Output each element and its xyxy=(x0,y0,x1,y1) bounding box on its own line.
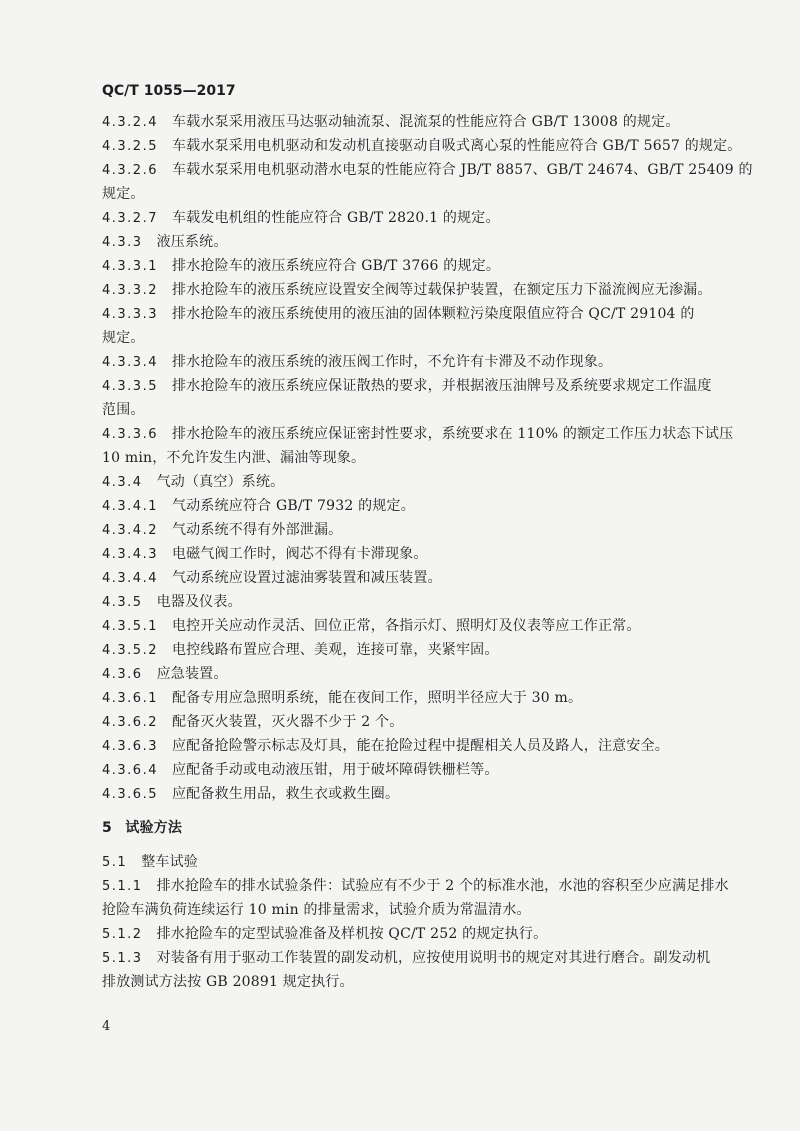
clause-text: 排水抢险车的液压系统应保证密封性要求，系统要求在 110% 的额定工作压力状态下试压 xyxy=(171,426,734,442)
clause-text: 抢险车满负荷连续运行 10 min 的排量需求，试验介质为常温清水。 xyxy=(102,902,531,918)
clause-line xyxy=(102,350,742,374)
clause-line xyxy=(102,590,742,614)
clause-number: 4.3.5.1 xyxy=(102,619,158,634)
clause-number: 4.3.3.4 xyxy=(102,355,158,370)
clause-line xyxy=(102,134,742,158)
section-number: 5 xyxy=(102,820,114,836)
document-code-header: QC/T 1055—2017 xyxy=(102,83,236,99)
clause-line xyxy=(102,782,742,806)
clause-text: 配备灭火装置，灭火器不少于 2 个。 xyxy=(171,714,404,730)
clause-number: 4.3.5.2 xyxy=(102,643,158,658)
clause-number: 4.3.6.1 xyxy=(102,691,158,706)
clause-number: 4.3.3.1 xyxy=(102,259,158,274)
clause-continuation-line xyxy=(102,898,742,922)
clause-text: 整车试验 xyxy=(141,854,198,870)
clause-text: 电控开关应动作灵活、回位正常，各指示灯、照明灯及仪表等应工作正常。 xyxy=(171,618,641,634)
clause-number: 5.1.2 xyxy=(102,927,143,942)
clause-line xyxy=(102,302,742,326)
clause-number: 4.3.3.5 xyxy=(102,379,158,394)
clause-number: 4.3.3.2 xyxy=(102,283,158,298)
clause-number: 4.3.6.5 xyxy=(102,787,158,802)
clause-text: 车载水泵采用液压马达驱动轴流泵、混流泵的性能应符合 GB/T 13008 的规定。 xyxy=(171,114,680,130)
document-body xyxy=(102,110,753,994)
clause-number: 4.3.3.3 xyxy=(102,307,158,322)
clause-text: 排水抢险车的排水试验条件：试验应有不少于 2 个的标准水池，水池的容积至少应满足排水 xyxy=(156,878,729,894)
clause-number: 4.3.6.2 xyxy=(102,715,158,730)
clause-text: 应配备抢险警示标志及灯具，能在抢险过程中提醒相关人员及路人，注意安全。 xyxy=(171,738,669,754)
clause-line xyxy=(102,470,742,494)
clause-line xyxy=(102,662,742,686)
clause-line xyxy=(102,686,742,710)
clause-number: 4.3.3.6 xyxy=(102,427,158,442)
clause-continuation-line xyxy=(102,970,742,994)
clause-line xyxy=(102,758,742,782)
clause-line xyxy=(102,874,742,898)
clause-text: 应配备手动或电动液压钳，用于破坏障碍铁栅栏等。 xyxy=(171,762,499,778)
clause-text: 应配备救生用品，救生衣或救生圈。 xyxy=(171,786,400,802)
clause-number: 4.3.6.4 xyxy=(102,763,158,778)
clause-text: 排水抢险车的液压系统使用的液压油的固体颗粒污染度限值应符合 QC/T 29104 的 xyxy=(171,306,695,322)
clause-number: 4.3.2.5 xyxy=(102,139,158,154)
clause-line xyxy=(102,922,742,946)
clause-text: 车载水泵采用电机驱动潜水电泵的性能应符合 JB/T 8857、GB/T 24674、GB/T 25409 的 xyxy=(171,162,753,178)
clause-list-test-methods xyxy=(102,850,742,994)
section-title: 试验方法 xyxy=(125,820,183,836)
clause-number: 4.3.2.4 xyxy=(102,115,158,130)
clause-text: 排水抢险车的液压系统应设置安全阀等过载保护装置，在额定压力下溢流阀应无渗漏。 xyxy=(171,282,712,298)
clause-line xyxy=(102,254,742,278)
clause-line xyxy=(102,230,742,254)
clause-continuation-line xyxy=(102,398,742,422)
clause-number: 4.3.2.6 xyxy=(102,163,158,178)
clause-text: 应急装置。 xyxy=(156,666,228,682)
clause-text: 液压系统。 xyxy=(156,234,228,250)
clause-line xyxy=(102,710,742,734)
page-number: 4 xyxy=(102,1019,111,1034)
clause-text: 气动系统不得有外部泄漏。 xyxy=(171,522,343,538)
clause-text: 规定。 xyxy=(102,186,145,202)
clause-number: 4.3.5 xyxy=(102,595,143,610)
clause-number: 4.3.3 xyxy=(102,235,143,250)
clause-text: 电控线路布置应合理、美观，连接可靠，夹紧牢固。 xyxy=(171,642,499,658)
clause-continuation-line xyxy=(102,326,742,350)
clause-number: 4.3.2.7 xyxy=(102,211,158,226)
clause-text: 规定。 xyxy=(102,330,145,346)
clause-text: 电器及仪表。 xyxy=(156,594,242,610)
clause-text: 对装备有用于驱动工作装置的副发动机，应按使用说明书的规定对其进行磨合。副发动机 xyxy=(156,950,711,966)
clause-text: 排放测试方法按 GB 20891 规定执行。 xyxy=(102,974,354,990)
clause-line xyxy=(102,850,742,874)
clause-continuation-line xyxy=(102,182,742,206)
clause-line xyxy=(102,734,742,758)
clause-number: 5.1.1 xyxy=(102,879,143,894)
clause-line xyxy=(102,638,742,662)
clause-line xyxy=(102,494,742,518)
clause-number: 4.3.4.1 xyxy=(102,499,158,514)
clause-list-requirements xyxy=(102,110,753,806)
clause-text: 排水抢险车的液压系统应保证散热的要求，并根据液压油牌号及系统要求规定工作温度 xyxy=(171,378,712,394)
clause-line xyxy=(102,518,742,542)
clause-line xyxy=(102,614,742,638)
clause-line xyxy=(102,946,742,970)
clause-text: 气动系统应设置过滤油雾装置和减压装置。 xyxy=(171,570,442,586)
clause-number: 5.1.3 xyxy=(102,951,143,966)
clause-text: 车载水泵采用电机驱动和发动机直接驱动自吸式离心泵的性能应符合 GB/T 5657 的规定。 xyxy=(171,138,742,154)
clause-number: 5.1 xyxy=(102,855,128,870)
clause-line xyxy=(102,542,742,566)
clause-text: 范围。 xyxy=(102,402,145,418)
clause-line xyxy=(102,158,753,182)
clause-text: 电磁气阀工作时，阀芯不得有卡滞现象。 xyxy=(171,546,428,562)
clause-text: 气动系统应符合 GB/T 7932 的规定。 xyxy=(171,498,415,514)
clause-number: 4.3.4.2 xyxy=(102,523,158,538)
clause-text: 10 min，不允许发生内泄、漏油等现象。 xyxy=(102,450,366,466)
clause-number: 4.3.6 xyxy=(102,667,143,682)
section-heading xyxy=(102,816,742,840)
clause-line xyxy=(102,566,742,590)
clause-number: 4.3.4.3 xyxy=(102,547,158,562)
clause-number: 4.3.4 xyxy=(102,475,143,490)
clause-line xyxy=(102,206,742,230)
clause-text: 排水抢险车的定型试验准备及样机按 QC/T 252 的规定执行。 xyxy=(156,926,548,942)
clause-continuation-line xyxy=(102,446,742,470)
clause-number: 4.3.6.3 xyxy=(102,739,158,754)
clause-line xyxy=(102,374,742,398)
clause-line xyxy=(102,278,742,302)
clause-line xyxy=(102,110,742,134)
clause-text: 气动（真空）系统。 xyxy=(156,474,285,490)
clause-number: 4.3.4.4 xyxy=(102,571,158,586)
clause-text: 配备专用应急照明系统，能在夜间工作，照明半径应大于 30 m。 xyxy=(171,690,583,706)
clause-text: 排水抢险车的液压系统应符合 GB/T 3766 的规定。 xyxy=(171,258,501,274)
clause-line xyxy=(102,422,742,446)
clause-text: 车载发电机组的性能应符合 GB/T 2820.1 的规定。 xyxy=(171,210,500,226)
clause-text: 排水抢险车的液压系统的液压阀工作时，不允许有卡滞及不动作现象。 xyxy=(171,354,613,370)
